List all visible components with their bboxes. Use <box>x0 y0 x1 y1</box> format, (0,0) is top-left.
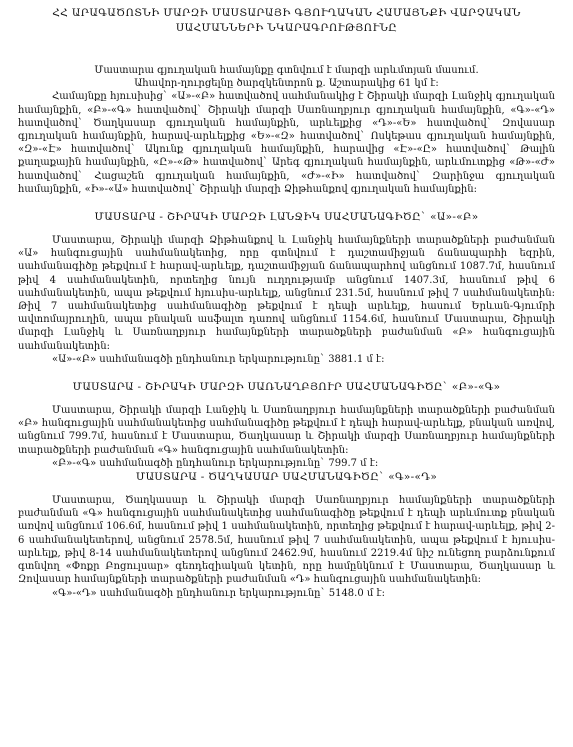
section-g-d <box>18 470 555 600</box>
intro-section <box>18 64 555 196</box>
section-b-g-heading: ՄԱՍՏԱՐԱ - ՇԻՐԱԿԻ ՄԱՐԶԻ ՍԱՌՆԱՂԲՅՈՒՐ ՍԱՀՄԱՆԱԳԻԾԸ` «Բ»-«Գ» <box>72 381 501 394</box>
section-a-b-heading: ՄԱՍՏԱՐԱ - ՇԻՐԱԿԻ ՄԱՐԶԻ ԼԱՆՋԻԿ ՍԱՀՄԱՆԱԳԻԾԸ` «Ա»-«Բ» <box>94 211 479 224</box>
section-a-b-length: «Ա»-«Բ» սահմանագծի ընդհանուր երկարությունը` 3881.1 մ է: <box>52 353 385 365</box>
intro-paragraph: Համայնքը հյուսիսից` «Ա»-«Բ» հատվածով սահմանակից է Շիրակի մարզի Լանջիկ գյուղական համայնքին, «Բ»-«Գ» հատվածով` Շիրակի մարզի Սառնաղբյուր գյուղական համայնքին, «Գ»-«Դ» հատվածով` Ծաղկասար գյուղական համայնքին, արևելքից «Դ»-«Ե» հատվածով` Զովասար գյուղական համայնքին, հարավ-արևելքից «Ե»-«Զ» հատվածով` Ոսկեթաս գյուղական համայնքին, «Զ»-«Է» հատվածով` Ակունք գյուղական համայնքին, հարավից «Է»-«Ը» հատվածով` Թալին քաղաքային համայնքին, «Ը»-«Թ» հատվածով` Արեգ գյուղական համայնքին, արևմուտքից «Թ»-«Ժ» հատվածով` Հացաշեն գյուղական համայնքին, «Ժ»-«Ի» հատվածով` Զարինջա գյուղական համայնքին, «Ի»-«Ա» հատվածով` Շիրակի մարզի Ձիթհանքով գյուղական համայնքին: <box>18 91 555 195</box>
section-b-g <box>18 380 555 470</box>
section-a-b <box>18 210 555 366</box>
title-line-1: ՀՀ ԱՐԱԳԱԾՈՏՆԻ ՄԱՐԶԻ ՄԱՍՏԱՐԱՅԻ ԳՅՈՒՂԱԿԱՆ ՀԱՄԱՅՆՔԻ ՎԱՐՉԱԿԱՆ <box>52 7 521 19</box>
section-b-g-paragraph: Մաստարա, Շիրակի մարզի Լանջիկ և Սառնաղբյուր համայնքների տարածքների բաժանման «Բ» հանգուցային սահմանակետից սահմանագիծը թեքվում է դեպի հարավ-արևելք, բնական առվով, անցնում 799.7մ, հասնում է Մաստարա, Ծաղկասար և Շիրակի մարզի Սառնաղբյուր համայնքների տարածքների բաժանման «Գ» հանգուցային սահմանակետին: <box>18 405 555 456</box>
intro-line-2: Ահավոր-ղուրցելնը ծարզկենտրոն ք. Աշտարակից 61 կմ է: <box>134 78 439 90</box>
title-line-2: ՍԱՀՄԱՆՆԵՐԻ ՆԿԱՐԱԳՐՈՒԹՅՈՒՆԸ <box>175 22 398 34</box>
section-g-d-paragraph: Մաստարա, Ծաղկասար և Շիրակի մարզի Սառնաղբյուր համայնքների տարածքների բաժանման «Գ» հանգուցային սահմանակետից սահմանագիծը թեքվում է դեպի արևմուտք բնական առվով անցնում 106.6մ, հասնում թիվ 1 սահմանակետին, որտեղից թեքվում է հարավ-արևելք, թիվ 2-6 սահմանակետերով, անցնում 2578.5մ, հասնում թիվ 7 սահմանակետին, ապա թեքվում է հյուսիս-արևելք, թիվ 8-14 սահմանակետերով անցնում 2462.9մ, հասնում 2219.4մ նիշ ունեցող բարձունքում գտնվող «Փոքր Բոցուլսար» գեոդեզիական կետին, որը համընկնում է Մաստարա, Ծաղկասար և Զովասար համայնքների տարածքների բաժանման «Դ» հանգուցային սահմանակետին: <box>18 495 555 586</box>
section-b-g-length: «Բ»-«Գ» սահմանագծի ընդհանուր երկարությունը` 799.7 մ է: <box>52 457 379 469</box>
section-a-b-paragraph: Մաստարա, Շիրակի մարզի Ձիթհանքով և Լանջիկ համայնքների տարածքների բաժանման «Ա» հանգուցային սահմանակետից, որը գտնվում է դաշտամիջյան ճանապարհի եզրին, սահմանագիծը թեքվում է հարավ-արևելք, դաշտամիջյան ճանապարհով անցնում 1087.7մ, հասնում թիվ 4 սահմանակետին, որտեղից նույն ուղղությամբ անցնում 1407.3մ, հասնում թիվ 6 սահմանակետին, ապա թեքվում հյուսիս-արևելք, անցնում 231.5մ, հասնում թիվ 7 սահմանակետին: Թիվ 7 սահմանակետից սահմանագիծը թեքվում է դեպի արևելք, հասում Երևան-Գյումրի ավտոմայրուղին, ապա բնական ասֆալտ դառով անցնում 1154.6մ, հասնում Մաստարա, Շիրակի մարզի Լանջիկ և Սառնաղբյուր համայնքների տարածքների բաժանման «Բ» հանգուցային սահմանակետին: <box>18 235 555 352</box>
section-g-d-length: «Գ»-«Դ» սահմանագծի ընդհանուր երկարությունը` 5148.0 մ է: <box>52 587 385 599</box>
intro-line-1: Մաստարա գյուղական համայնքը գտնվում է մարզի արևմտյան մասում. <box>94 65 479 76</box>
document-title <box>18 6 555 36</box>
section-g-d-heading: ՄԱՍՏԱՐԱ - ԾԱՂԿԱՍԱՐ ՍԱՀՄԱՆԱԳԻԾԸ` «Գ»-«Դ» <box>135 471 438 484</box>
